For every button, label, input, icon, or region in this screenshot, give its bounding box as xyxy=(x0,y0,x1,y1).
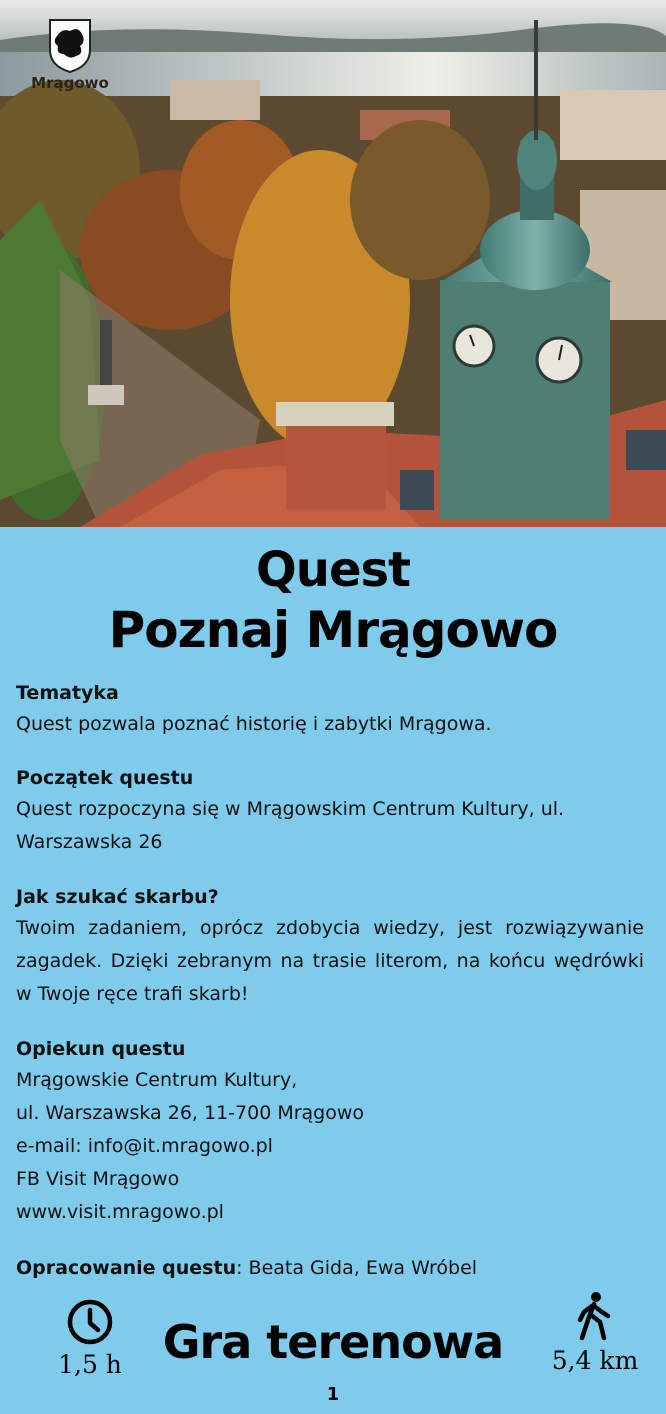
section-text: Quest pozwala poznać historię i zabytki Mrągowa. xyxy=(16,713,492,735)
authors-names: Beata Gida, Ewa Wróbel xyxy=(242,1257,478,1279)
section-heading: Początek questu xyxy=(16,767,194,789)
hero-photo xyxy=(0,0,666,527)
page-title xyxy=(0,540,666,660)
section-opiekun xyxy=(16,1034,644,1229)
section-poczatek xyxy=(16,763,644,859)
section-text: Twoim zadaniem, oprócz zdobycia wiedzy, jest rozwiązywanie zagadek. Dzięki zebranym na trasie literom, na końcu wędrówki w Twoje ręce trafi skarb! xyxy=(16,917,644,1005)
contact-line: Mrągowskie Centrum Kultury, xyxy=(16,1069,298,1091)
logo xyxy=(24,16,116,96)
title-line-2: Poznaj Mrągowo xyxy=(108,601,558,659)
section-heading: Opiekun questu xyxy=(16,1038,186,1060)
contact-facebook: FB Visit Mrągowo xyxy=(16,1168,180,1190)
walking-person-icon xyxy=(574,1292,612,1342)
authors-label: Opracowanie questu xyxy=(16,1257,237,1279)
page-number: 1 xyxy=(326,1384,340,1405)
section-skarb xyxy=(16,882,644,1011)
contact-website: www.visit.mragowo.pl xyxy=(16,1201,224,1223)
coat-of-arms-icon xyxy=(24,16,116,74)
section-text: Quest rozpoczyna się w Mrągowskim Centrum Kultury, ul. Warszawska 26 xyxy=(16,798,565,853)
contact-email: e-mail: info@it.mragowo.pl xyxy=(16,1135,273,1157)
section-tematyka xyxy=(16,678,644,741)
contact-line: ul. Warszawska 26, 11-700 Mrągowo xyxy=(16,1102,365,1124)
duration: 1,5 h xyxy=(58,1350,122,1379)
section-opracowanie xyxy=(16,1252,644,1285)
authors-separator: : xyxy=(236,1257,243,1279)
title-line-1: Quest xyxy=(255,542,411,598)
section-heading: Jak szukać skarbu? xyxy=(16,886,219,908)
footer-title: Gra terenowa xyxy=(162,1315,504,1369)
section-heading: Tematyka xyxy=(16,682,119,704)
distance: 5,4 km xyxy=(551,1346,639,1375)
logo-text: Mrągowo xyxy=(31,74,109,92)
